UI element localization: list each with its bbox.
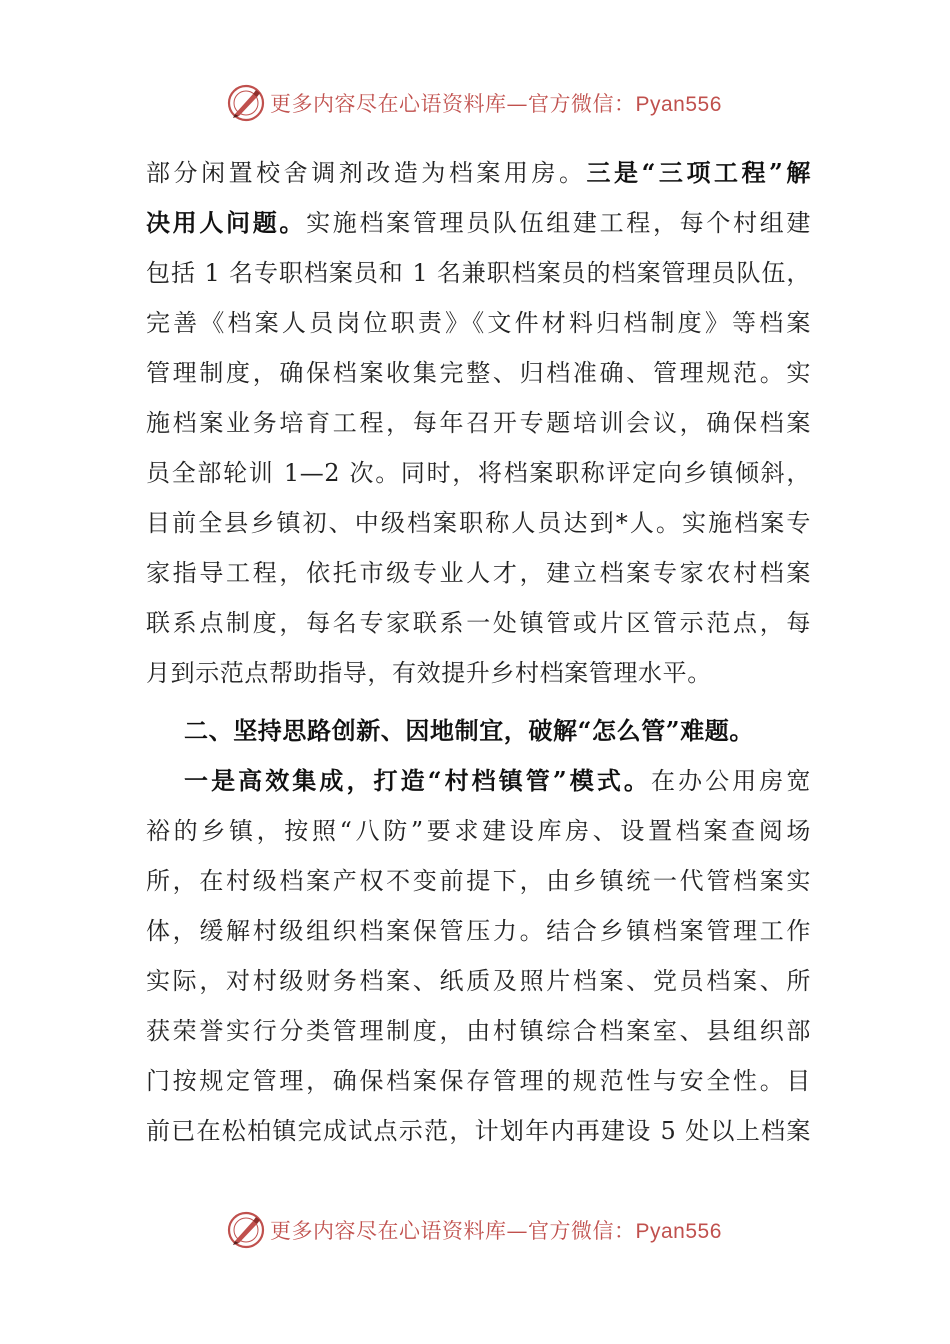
text-line bbox=[146, 548, 811, 598]
text-run: 体，缓解村级组织档案保管压力。结合乡镇档案管理工作 bbox=[146, 917, 811, 945]
text-line bbox=[146, 648, 811, 698]
text-line bbox=[146, 706, 811, 756]
text-line bbox=[146, 398, 811, 448]
text-run: 实际，对村级财务档案、纸质及照片档案、党员档案、所 bbox=[146, 967, 811, 995]
text-run: 月到示范点帮助指导，有效提升乡村档案管理水平。 bbox=[146, 659, 712, 687]
text-line bbox=[146, 348, 811, 398]
text-line bbox=[146, 298, 811, 348]
text-run: 包括 1 名专职档案员和 1 名兼职档案员的档案管理员队伍， bbox=[146, 259, 811, 287]
pen-seal-logo-icon bbox=[226, 83, 266, 123]
text-line bbox=[146, 448, 811, 498]
text-line bbox=[146, 148, 811, 198]
text-line bbox=[146, 956, 811, 1006]
text-line bbox=[146, 248, 811, 298]
text-run: 裕的乡镇，按照“八防”要求建设库房、设置档案查阅场 bbox=[146, 817, 811, 845]
text-run: 目前全县乡镇初、中级档案职称人员达到*人。实施档案专 bbox=[146, 509, 811, 537]
text-line bbox=[146, 1056, 811, 1106]
text-line bbox=[146, 498, 811, 548]
bold-text-run: 二、坚持思路创新、因地制宜，破解“怎么管”难题。 bbox=[184, 716, 755, 745]
bold-text-run: 三是“三项工程”解 bbox=[586, 158, 811, 187]
text-line bbox=[146, 806, 811, 856]
text-line bbox=[146, 1106, 811, 1156]
text-run: 前已在松柏镇完成试点示范，计划年内再建设 5 处以上档案 bbox=[146, 1117, 811, 1145]
text-run: 管理制度，确保档案收集完整、归档准确、管理规范。实 bbox=[146, 359, 811, 387]
header-watermark-text: 更多内容尽在心语资料库—官方微信：Pyan556 bbox=[270, 92, 722, 116]
text-line bbox=[146, 856, 811, 906]
text-run: 在办公用房宽 bbox=[651, 767, 811, 795]
text-run: 完善《档案人员岗位职责》《文件材料归档制度》等档案 bbox=[146, 309, 811, 337]
text-run: 获荣誉实行分类管理制度，由村镇综合档案室、县组织部 bbox=[146, 1017, 811, 1045]
text-line bbox=[146, 598, 811, 648]
bold-text-run: 决用人问题。 bbox=[146, 208, 307, 237]
text-run: 部分闲置校舍调剂改造为档案用房。 bbox=[146, 159, 587, 187]
pen-seal-logo-icon bbox=[226, 1210, 266, 1250]
text-run: 家指导工程，依托市级专业人才，建立档案专家农村档案 bbox=[146, 559, 811, 587]
text-line bbox=[146, 756, 811, 806]
footer-watermark-text: 更多内容尽在心语资料库—官方微信：Pyan556 bbox=[270, 1219, 722, 1243]
text-run: 施档案业务培育工程，每年召开专题培训会议，确保档案 bbox=[146, 409, 811, 437]
footer-watermark-banner bbox=[226, 1208, 726, 1252]
text-run: 员全部轮训 1—2 次。同时，将档案职称评定向乡镇倾斜， bbox=[146, 459, 811, 487]
text-run: 门按规定管理，确保档案保存管理的规范性与安全性。目 bbox=[146, 1067, 811, 1095]
header-watermark-banner bbox=[226, 81, 726, 125]
text-run: 联系点制度，每名专家联系一处镇管或片区管示范点，每 bbox=[146, 609, 811, 637]
text-line bbox=[146, 198, 811, 248]
text-line bbox=[146, 906, 811, 956]
text-run: 所，在村级档案产权不变前提下，由乡镇统一代管档案实 bbox=[146, 867, 811, 895]
document-body bbox=[146, 148, 811, 1156]
text-run: 实施档案管理员队伍组建工程，每个村组建 bbox=[306, 209, 811, 237]
bold-text-run: 一是高效集成，打造“村档镇管”模式。 bbox=[184, 766, 651, 795]
text-line bbox=[146, 1006, 811, 1056]
